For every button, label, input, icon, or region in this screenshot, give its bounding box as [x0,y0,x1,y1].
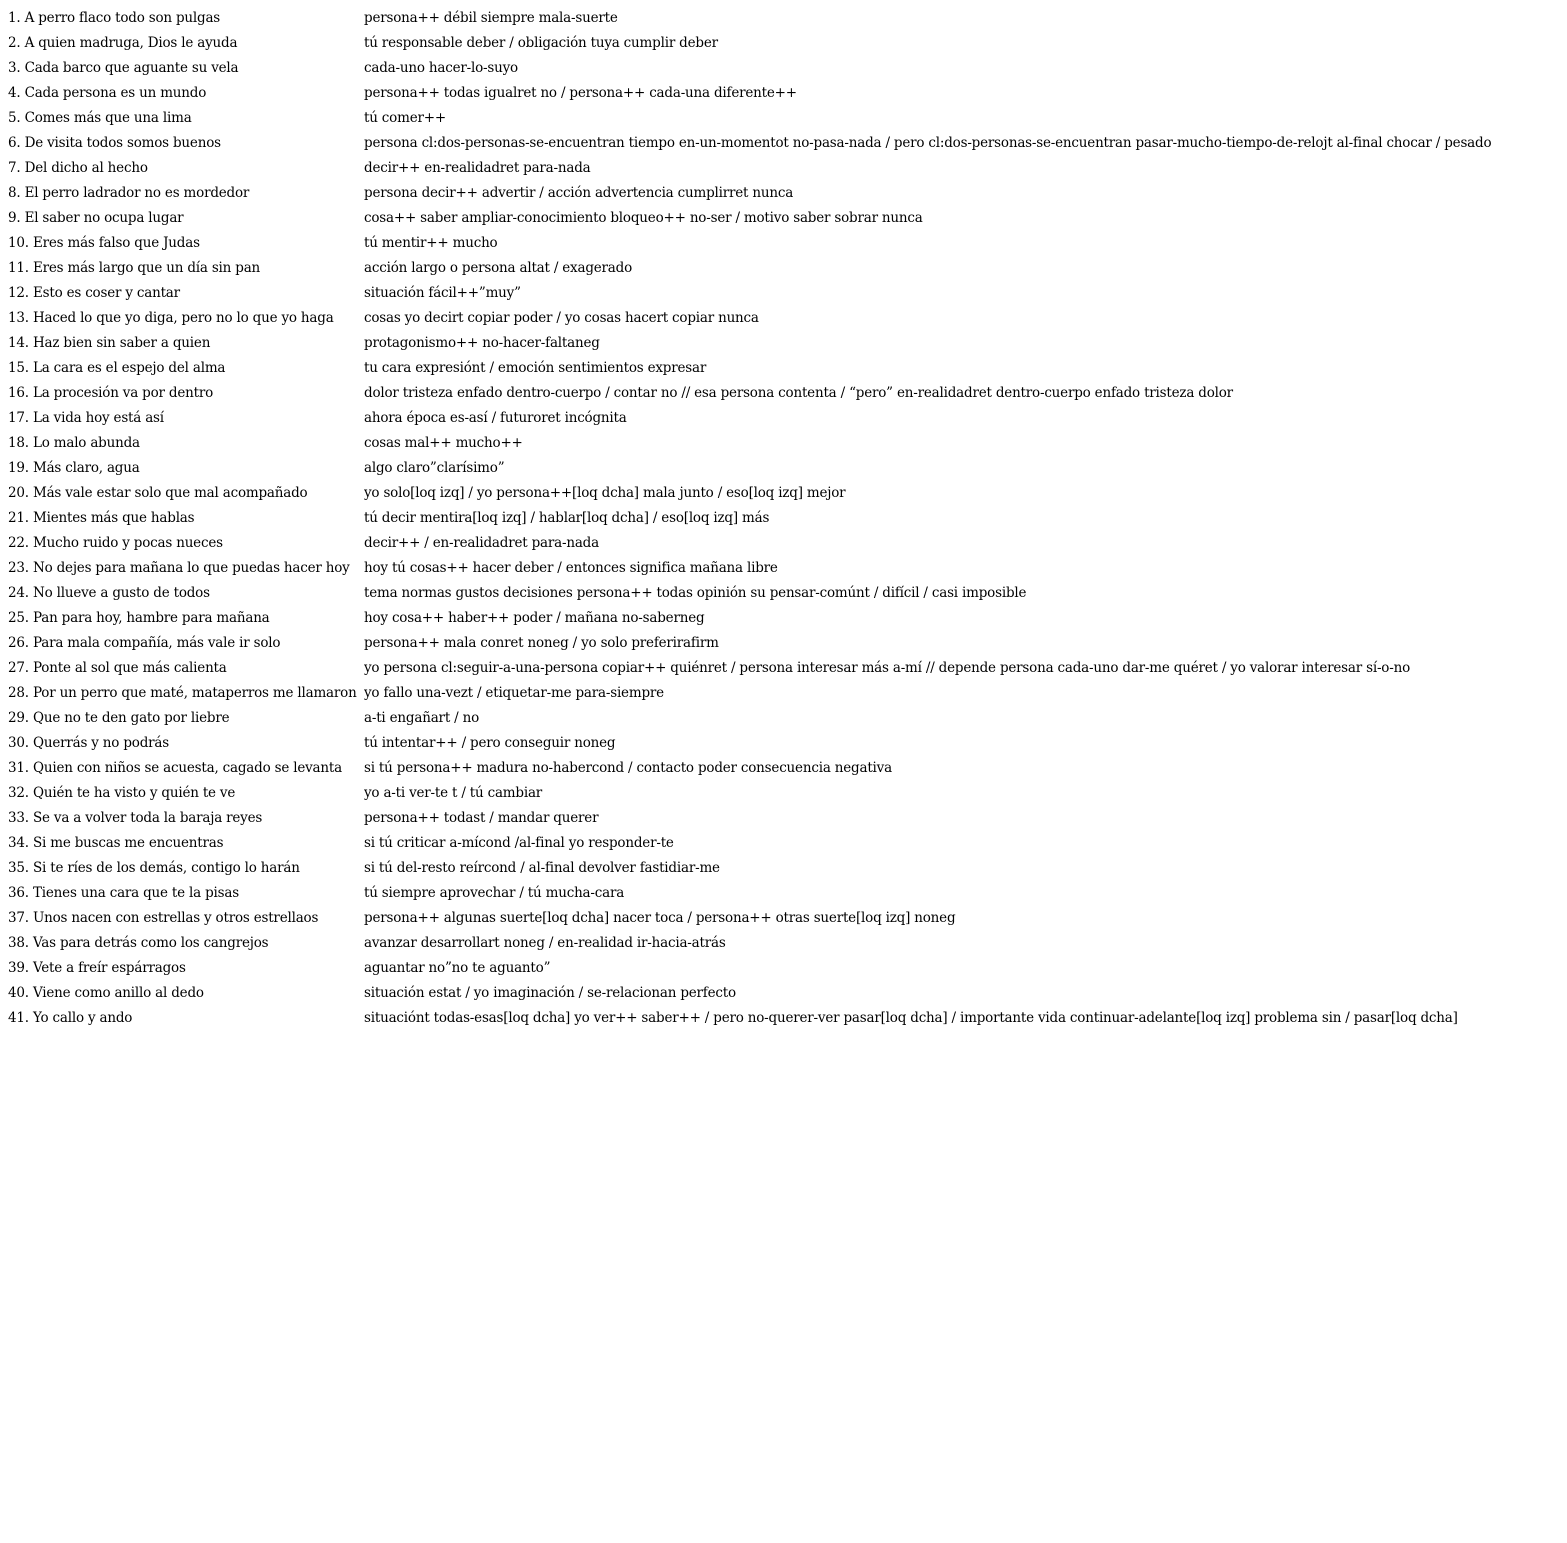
proverb-text: 7. Del dicho al hecho [8,159,148,176]
proverb-text: 20. Más vale estar solo que mal acompañado [8,484,308,501]
proverb-text: 6. De visita todos somos buenos [8,134,221,151]
gloss-text: persona++ mala conret noneg / yo solo preferirafirm [364,634,719,651]
list-item [8,405,1563,430]
gloss-text: cosas mal++ mucho++ [364,434,523,451]
proverb-text: 25. Pan para hoy, hambre para mañana [8,609,270,626]
proverb-text: 17. La vida hoy está así [8,409,164,426]
gloss-text: dolor tristeza enfado dentro-cuerpo / contar no // esa persona contenta / “pero” en-realidadret dentro-cuerpo enfado tristeza dolor [364,384,1233,401]
proverb-text: 34. Si me buscas me encuentras [8,834,224,851]
list-item [8,180,1563,205]
proverb-text: 18. Lo malo abunda [8,434,140,451]
list-item [8,30,1563,55]
gloss-text: ahora época es-así / futuroret incógnita [364,409,627,426]
gloss-text: si tú del-resto reírcond / al-final devolver fastidiar-me [364,859,720,876]
gloss-text: hoy cosa++ haber++ poder / mañana no-saberneg [364,609,705,626]
gloss-text: yo fallo una-vezt / etiquetar-me para-siempre [364,684,664,701]
list-item [8,80,1563,105]
gloss-text: persona decir++ advertir / acción advertencia cumplirret nunca [364,184,794,201]
proverb-text: 19. Más claro, agua [8,459,140,476]
proverb-text: 37. Unos nacen con estrellas y otros estrellaos [8,909,319,926]
proverb-text: 1. A perro flaco todo son pulgas [8,9,221,26]
proverb-text: 5. Comes más que una lima [8,109,192,126]
gloss-text: hoy tú cosas++ hacer deber / entonces significa mañana libre [364,559,778,576]
gloss-text: decir++ / en-realidadret para-nada [364,534,599,551]
proverb-text: 21. Mientes más que hablas [8,509,195,526]
gloss-text: si tú persona++ madura no-habercond / contacto poder consecuencia negativa [364,759,892,776]
proverb-text: 41. Yo callo y ando [8,1009,133,1026]
gloss-text: acción largo o persona altat / exagerado [364,259,633,276]
gloss-text: yo a-ti ver-te t / tú cambiar [364,784,543,801]
gloss-text: tú intentar++ / pero conseguir noneg [364,734,616,751]
list-item [8,55,1563,80]
list-item [8,630,1563,655]
proverb-text: 2. A quien madruga, Dios le ayuda [8,34,238,51]
proverb-text: 4. Cada persona es un mundo [8,84,207,101]
proverb-text: 35. Si te ríes de los demás, contigo lo harán [8,859,300,876]
proverb-text: 33. Se va a volver toda la baraja reyes [8,809,263,826]
list-item [8,130,1563,155]
proverb-text: 11. Eres más largo que un día sin pan [8,259,261,276]
proverb-text: 8. El perro ladrador no es mordedor [8,184,250,201]
gloss-text: situación estat / yo imaginación / se-relacionan perfecto [364,984,736,1001]
list-item [8,880,1563,905]
gloss-text: protagonismo++ no-hacer-faltaneg [364,334,600,351]
proverb-text: 23. No dejes para mañana lo que puedas hacer hoy [8,559,350,576]
proverb-text: 36. Tienes una cara que te la pisas [8,884,239,901]
proverb-gloss-list [8,5,1563,1030]
gloss-text: decir++ en-realidadret para-nada [364,159,591,176]
list-item [8,155,1563,180]
list-item [8,255,1563,280]
gloss-text: persona++ todas igualret no / persona++ cada-una diferente++ [364,84,797,101]
list-item [8,780,1563,805]
list-item [8,805,1563,830]
proverb-text: 32. Quién te ha visto y quién te ve [8,784,236,801]
list-item [8,1005,1563,1030]
list-item [8,580,1563,605]
list-item [8,205,1563,230]
proverb-text: 10. Eres más falso que Judas [8,234,200,251]
list-item [8,955,1563,980]
proverb-text: 13. Haced lo que yo diga, pero no lo que yo haga [8,309,334,326]
proverb-text: 15. La cara es el espejo del alma [8,359,226,376]
gloss-text: situación fácil++”muy” [364,284,521,301]
gloss-text: persona++ débil siempre mala-suerte [364,9,618,26]
proverb-text: 3. Cada barco que aguante su vela [8,59,239,76]
proverb-text: 16. La procesión va por dentro [8,384,214,401]
gloss-text: persona++ todast / mandar querer [364,809,599,826]
gloss-text: tú decir mentira[loq izq] / hablar[loq dcha] / eso[loq izq] más [364,509,770,526]
gloss-text: cada-uno hacer-lo-suyo [364,59,518,76]
list-item [8,980,1563,1005]
proverb-text: 12. Esto es coser y cantar [8,284,180,301]
list-item [8,355,1563,380]
list-item [8,305,1563,330]
list-item [8,730,1563,755]
proverb-text: 24. No llueve a gusto de todos [8,584,210,601]
list-item [8,5,1563,30]
proverb-text: 28. Por un perro que maté, mataperros me llamaron [8,684,357,701]
gloss-text: yo solo[loq izq] / yo persona++[loq dcha] mala junto / eso[loq izq] mejor [364,484,846,501]
gloss-text: persona cl:dos-personas-se-encuentran tiempo en-un-momentot no-pasa-nada / pero cl:dos-personas-se-encuentran pasar-mucho-tiempo-de-relojt al-final chocar / pesado [364,134,1492,151]
proverb-text: 22. Mucho ruido y pocas nueces [8,534,223,551]
gloss-text: a-ti engañart / no [364,709,479,726]
gloss-text: tu cara expresiónt / emoción sentimientos expresar [364,359,707,376]
list-item [8,230,1563,255]
list-item [8,530,1563,555]
list-item [8,905,1563,930]
list-item [8,855,1563,880]
proverb-text: 30. Querrás y no podrás [8,734,169,751]
gloss-text: tú comer++ [364,109,446,126]
list-item [8,830,1563,855]
gloss-text: cosas yo decirt copiar poder / yo cosas hacert copiar nunca [364,309,759,326]
proverb-text: 9. El saber no ocupa lugar [8,209,184,226]
list-item [8,480,1563,505]
list-item [8,105,1563,130]
list-item [8,455,1563,480]
proverb-text: 27. Ponte al sol que más calienta [8,659,227,676]
gloss-text: avanzar desarrollart noneg / en-realidad ir-hacia-atrás [364,934,726,951]
gloss-text: situaciónt todas-esas[loq dcha] yo ver++ saber++ / pero no-querer-ver pasar[loq dcha] / importante vida continuar-adelante[loq izq] problema sin / pasar[loq dcha] [364,1009,1458,1026]
list-item [8,280,1563,305]
list-item [8,505,1563,530]
list-item [8,655,1563,680]
proverb-text: 38. Vas para detrás como los cangrejos [8,934,269,951]
gloss-text: tú responsable deber / obligación tuya cumplir deber [364,34,718,51]
gloss-text: si tú criticar a-mícond /al-final yo responder-te [364,834,674,851]
list-item [8,680,1563,705]
list-item [8,930,1563,955]
proverb-text: 26. Para mala compañía, más vale ir solo [8,634,281,651]
proverb-text: 14. Haz bien sin saber a quien [8,334,211,351]
gloss-text: yo persona cl:seguir-a-una-persona copiar++ quiénret / persona interesar más a-mí // depende persona cada-uno dar-me quéret / yo valorar interesar sí-o-no [364,659,1411,676]
gloss-text: aguantar no”no te aguanto” [364,959,551,976]
proverb-text: 40. Viene como anillo al dedo [8,984,204,1001]
list-item [8,430,1563,455]
list-item [8,605,1563,630]
gloss-text: persona++ algunas suerte[loq dcha] nacer toca / persona++ otras suerte[loq izq] noneg [364,909,956,926]
proverb-text: 29. Que no te den gato por liebre [8,709,230,726]
proverb-text: 39. Vete a freír espárragos [8,959,186,976]
gloss-text: algo claro”clarísimo” [364,459,505,476]
list-item [8,380,1563,405]
gloss-text: tú mentir++ mucho [364,234,498,251]
list-item [8,330,1563,355]
gloss-text: cosa++ saber ampliar-conocimiento bloqueo++ no-ser / motivo saber sobrar nunca [364,209,923,226]
proverb-text: 31. Quien con niños se acuesta, cagado se levanta [8,759,342,776]
list-item [8,555,1563,580]
list-item [8,705,1563,730]
gloss-text: tú siempre aprovechar / tú mucha-cara [364,884,625,901]
gloss-text: tema normas gustos decisiones persona++ todas opinión su pensar-comúnt / difícil / casi imposible [364,584,1027,601]
list-item [8,755,1563,780]
